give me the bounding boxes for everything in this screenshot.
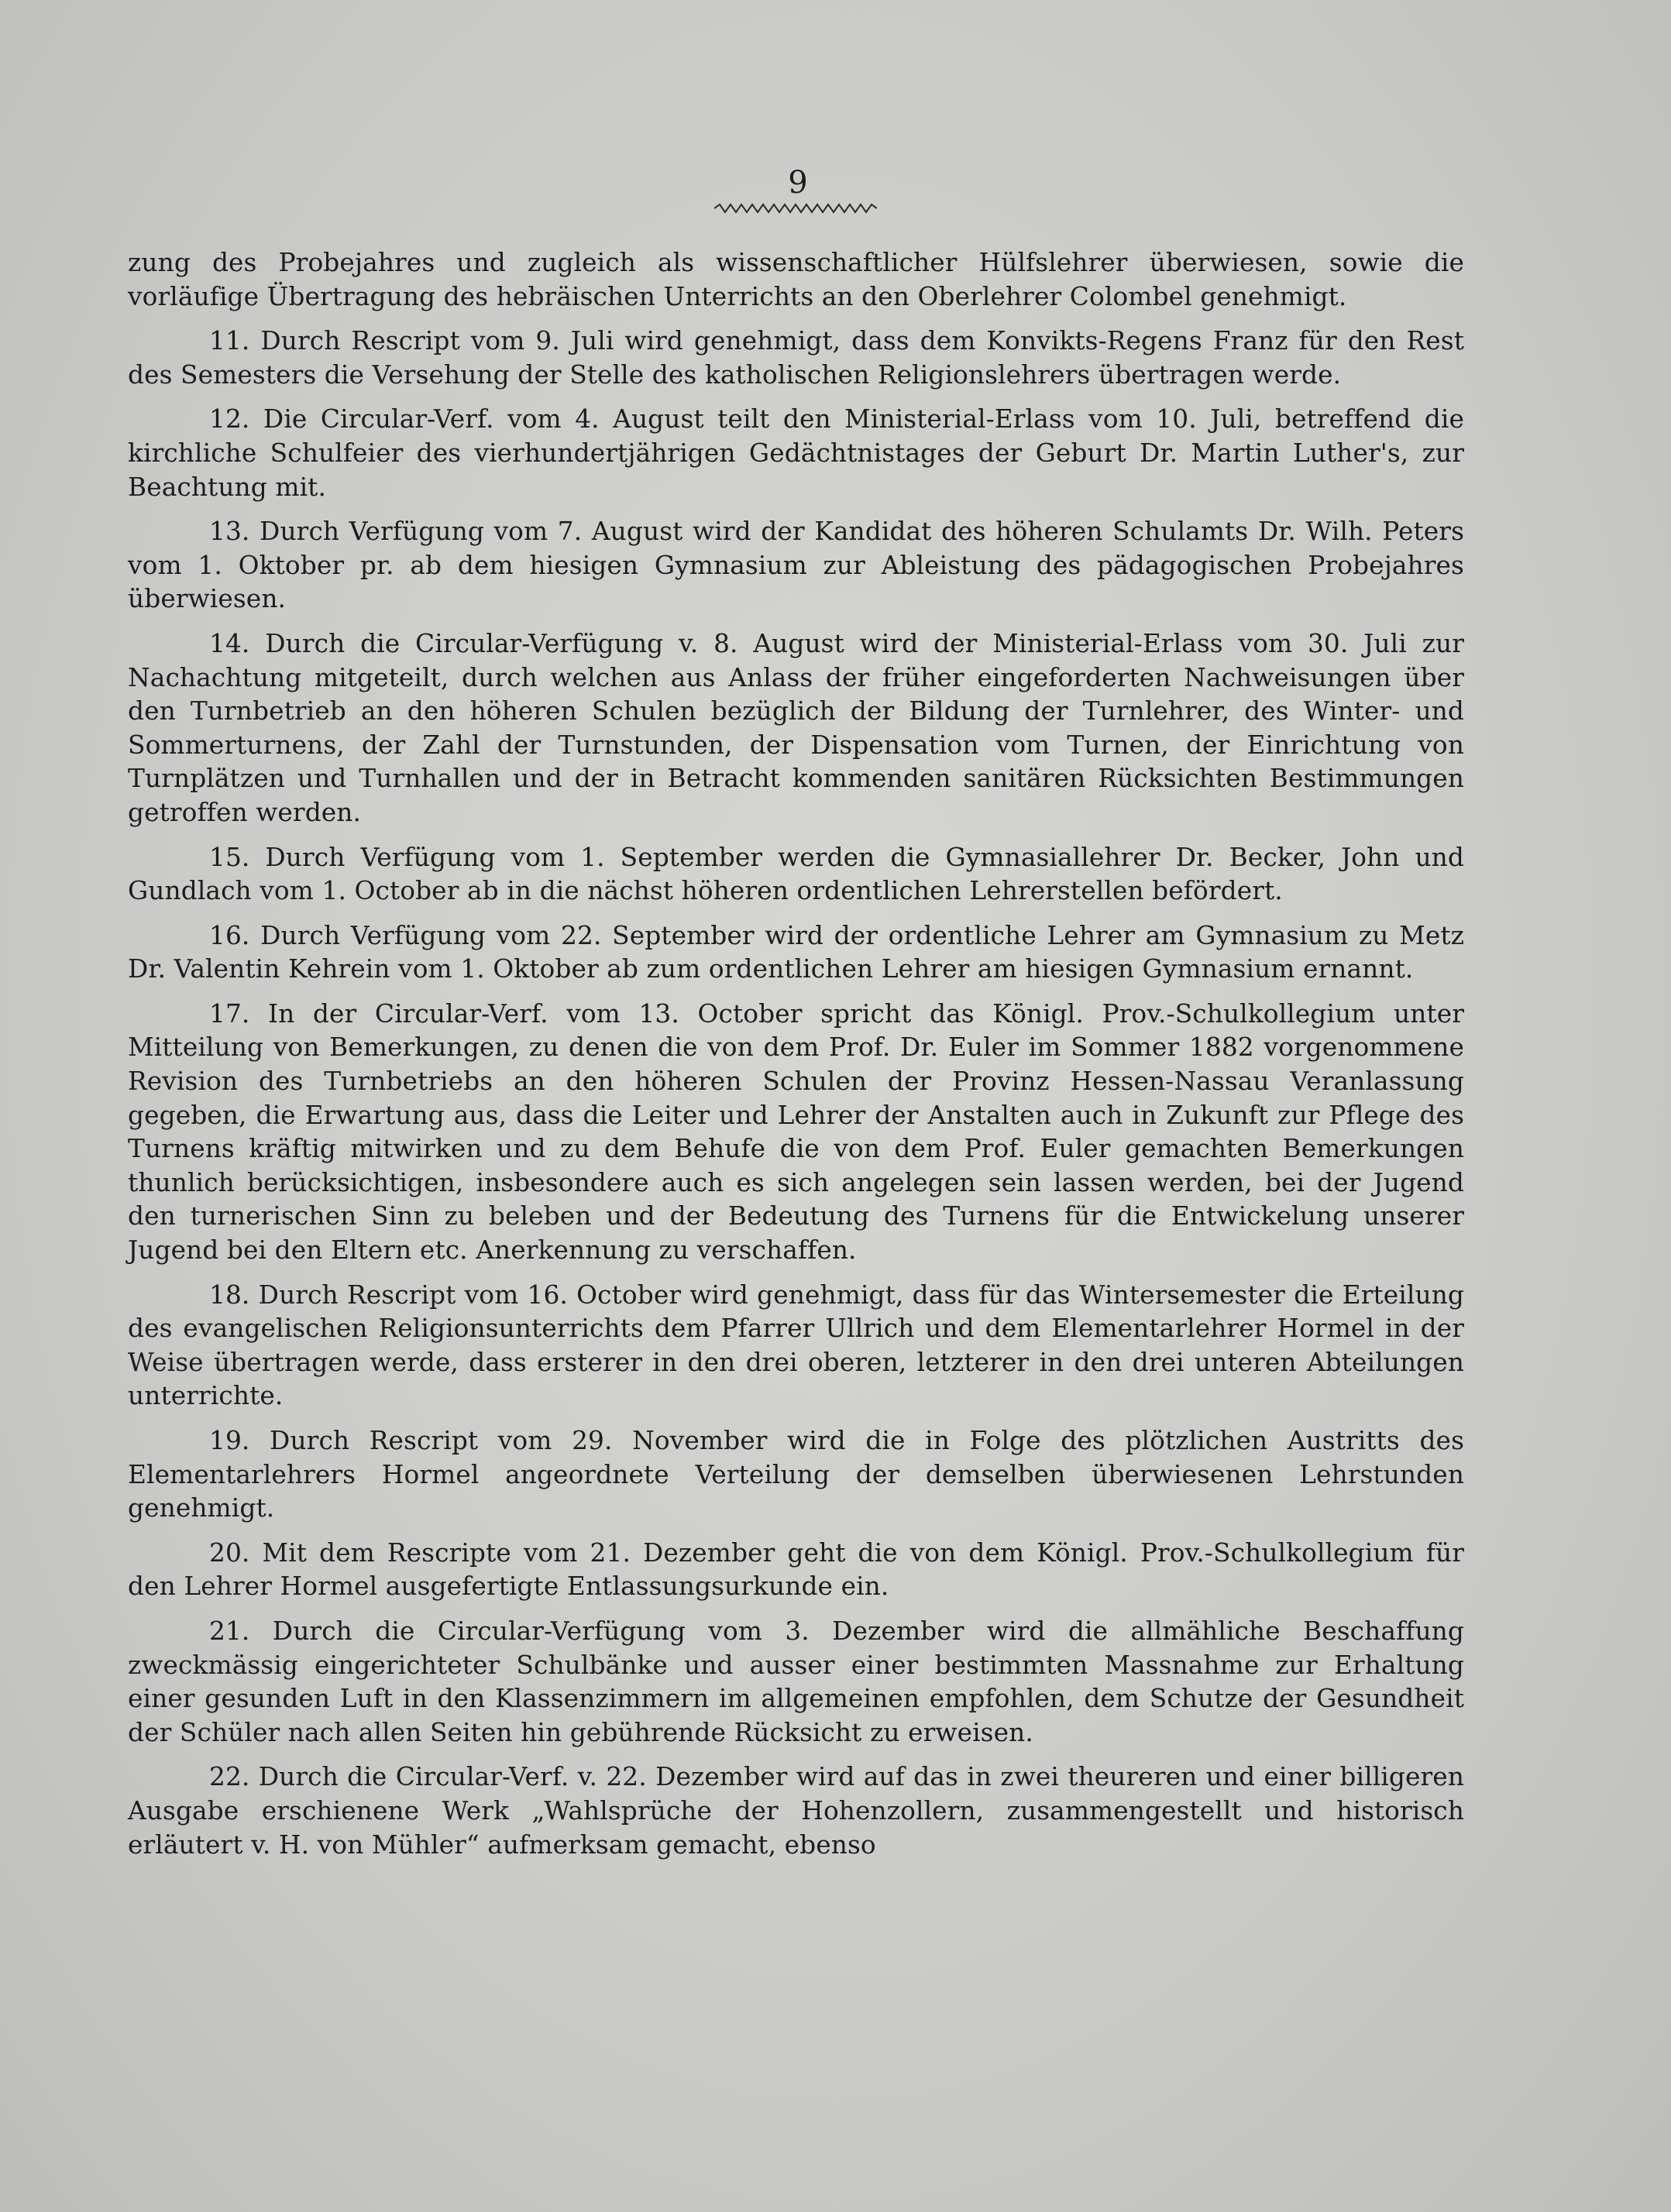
- paragraph-item-21: 21. Durch die Circular-Verfügung vom 3. Dezember wird die allmähliche Beschaffung zweckmässig eingerichteter Schulbänke und ausser einer bestimmten Massnahme zur Erhaltung einer gesunden Luft in den Klassenzimmern im allgemeinen empfohlen, dem Schutze der Gesundheit der Schüler nach allen Seiten hin gebührende Rücksicht zu erweisen.: [128, 1616, 1464, 1747]
- paragraph-item-13: 13. Durch Verfügung vom 7. August wird der Kandidat des höheren Schulamts Dr. Wilh. Peters vom 1. Oktober pr. ab dem hiesigen Gymnasium zur Ableistung des pädagogischen Probejahres überwiesen.: [128, 517, 1464, 614]
- paragraph-item-11: 11. Durch Rescript vom 9. Juli wird genehmigt, dass dem Konvikts-Regens Franz für den Rest des Semesters die Versehung der Stelle des katholischen Religionslehrers übertragen werde.: [128, 326, 1464, 390]
- paragraph-item-12: 12. Die Circular-Verf. vom 4. August teilt den Ministerial-Erlass vom 10. Juli, betreffend die kirchliche Schulfeier des vierhundertjährigen Gedächtnistages der Geburt Dr. Martin Luther's, zur Beachtung mit.: [128, 404, 1464, 502]
- paragraph-item-22: 22. Durch die Circular-Verf. v. 22. Dezember wird auf das in zwei theureren und einer billigeren Ausgabe erschienene Werk „Wahlsprüche der Hohenzollern, zusammengestellt und historisch erläutert v. H. von Mühler“ aufmerksam gemacht, ebenso: [128, 1762, 1464, 1860]
- paragraph-continuation: zung des Probejahres und zugleich als wissenschaftlicher Hülfslehrer überwiesen, sowie die vorläufige Übertragung des hebräischen Unterrichts an den Oberlehrer Colombel genehmigt.: [128, 248, 1464, 311]
- body-text: [128, 246, 1464, 1862]
- page-number: 9: [788, 165, 808, 201]
- paragraph-item-18: 18. Durch Rescript vom 16. October wird genehmigt, dass für das Wintersemester die Erteilung des evangelischen Religionsunterrichts dem Pfarrer Ullrich und dem Elementarlehrer Hormel in der Weise übertragen werde, dass ersterer in den drei oberen, letzterer in den drei unteren Abteilungen unterrichte.: [128, 1279, 1464, 1411]
- paragraph-item-19: 19. Durch Rescript vom 29. November wird die in Folge des plötzlichen Austritts des Elementarlehrers Hormel angeordnete Verteilung der demselben überwiesenen Lehrstunden genehmigt.: [128, 1426, 1464, 1523]
- paragraph-item-16: 16. Durch Verfügung vom 22. September wird der ordentliche Lehrer am Gymnasium zu Metz Dr. Valentin Kehrein vom 1. Oktober ab zum ordentlichen Lehrer am hiesigen Gymnasium ernannt.: [128, 920, 1464, 984]
- wavy-rule-ornament: [714, 203, 877, 214]
- paragraph-item-15: 15. Durch Verfügung vom 1. September werden die Gymnasiallehrer Dr. Becker, John und Gundlach vom 1. October ab in die nächst höheren ordentlichen Lehrerstellen befördert.: [128, 842, 1464, 906]
- paragraph-item-17: 17. In der Circular-Verf. vom 13. October spricht das Königl. Prov.-Schulkollegium unter Mitteilung von Bemerkungen, zu denen die von dem Prof. Dr. Euler im Sommer 1882 vorgenommene Revision des Turnbetriebs an den höheren Schulen der Provinz Hessen-Nassau Veranlassung gegeben, die Erwartung aus, dass die Leiter und Lehrer der Anstalten auch in Zukunft zur Pflege des Turnens kräftig mitwirken und zu dem Behufe die von dem Prof. Euler gemachten Bemerkungen thunlich berücksichtigen, insbesondere auch es sich angelegen sein lassen werden, bei der Jugend den turnerischen Sinn zu beleben und der Bedeutung des Turnens für die Entwickelung unserer Jugend bei den Eltern etc. Anerkennung zu verschaffen.: [128, 998, 1464, 1266]
- paragraph-item-14: 14. Durch die Circular-Verfügung v. 8. August wird der Ministerial-Erlass vom 30. Juli zur Nachachtung mitgeteilt, durch welchen aus Anlass der früher eingeforderten Nachweisungen über den Turnbetrieb an den höheren Schulen bezüglich der Bildung der Turnlehrer, des Winter- und Sommerturnens, der Zahl der Turnstunden, der Dispensation vom Turnen, der Einrichtung von Turnplätzen und Turnhallen und der in Betracht kommenden sanitären Rücksichten Bestimmungen getroffen werden.: [128, 628, 1464, 827]
- paragraph-item-20: 20. Mit dem Rescripte vom 21. Dezember geht die von dem Königl. Prov.-Schulkollegium für den Lehrer Hormel ausgefertigte Entlassungsurkunde ein.: [128, 1537, 1464, 1602]
